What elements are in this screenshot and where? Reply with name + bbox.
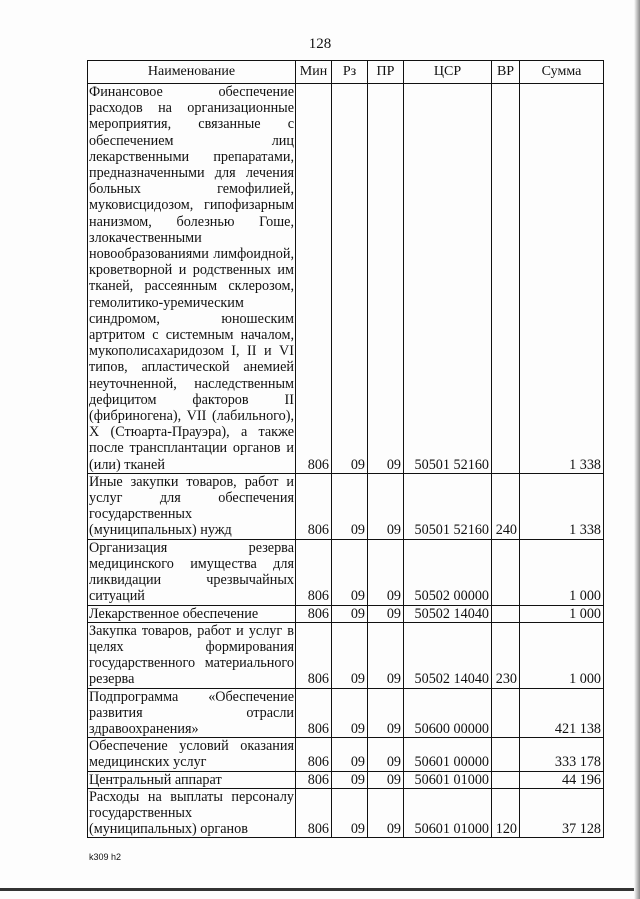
row-name: Подпрограмма «Обеспечение развития отрасли здравоохранения» [89, 688, 294, 737]
header-name: Наименование [88, 61, 296, 84]
row-pr: 09 [368, 539, 404, 605]
bottom-rule [0, 888, 640, 891]
row-min: 806 [296, 605, 332, 622]
header-vr: ВР [492, 61, 520, 84]
table-row [88, 771, 604, 788]
row-min: 806 [296, 473, 332, 539]
row-csr: 50501 52160 [404, 84, 492, 474]
row-sum: 37 128 [520, 788, 604, 838]
row-sum: 421 138 [520, 688, 604, 738]
row-sum: 333 178 [520, 738, 604, 771]
table-row [88, 605, 604, 622]
row-vr [492, 771, 520, 788]
row-name: Лекарственное обеспечение [88, 605, 296, 622]
row-sum: 1 338 [520, 473, 604, 539]
row-sum: 1 000 [520, 605, 604, 622]
header-rz: Рз [332, 61, 368, 84]
row-rz: 09 [332, 473, 368, 539]
row-csr: 50600 00000 [404, 688, 492, 738]
row-min: 806 [296, 688, 332, 738]
row-sum: 44 196 [520, 771, 604, 788]
row-rz: 09 [332, 788, 368, 838]
row-pr: 09 [368, 84, 404, 474]
page-number: 128 [308, 36, 332, 52]
row-csr: 50601 01000 [404, 788, 492, 838]
budget-table [87, 60, 604, 838]
table-row [88, 788, 604, 838]
row-vr [492, 738, 520, 771]
row-name: Расходы на выплаты персоналу государственных (муниципальных) органов [89, 788, 294, 838]
table-row [88, 688, 604, 738]
row-vr [492, 84, 520, 474]
row-name: Иные закупки товаров, работ и услуг для обеспечения государственных (муниципальных) нужд [89, 473, 294, 539]
row-sum: 1 000 [520, 539, 604, 605]
table-row [88, 84, 604, 474]
table-row [88, 738, 604, 771]
row-name: Финансовое обеспечение расходов на организационные мероприятия, связанные с обеспечением лиц лекарственными препаратами, предназначенными для лечения больных гемофилией, муковисцидозом, гипофизарным нанизмом, болезнью Гоше, злокачественными новообразованиями лимфоидной, кроветворной и родственных им тканей, рассеянным склерозом, гемолитико-уремическим синдромом, юношеским артритом с системным началом, мукополисахаридозом I, II и VI типов, апластической анемией неуточненной, наследственным дефицитом факторов II (фибриногена), VII (лабильного), X (Стюарта-Прауэра), а также после трансплантации органов и (или) тканей [89, 84, 294, 473]
row-min: 806 [296, 622, 332, 688]
row-vr: 240 [492, 473, 520, 539]
row-csr: 50601 00000 [404, 738, 492, 771]
row-rz: 09 [332, 605, 368, 622]
row-rz: 09 [332, 771, 368, 788]
row-vr [492, 688, 520, 738]
row-csr: 50502 00000 [404, 539, 492, 605]
row-vr [492, 539, 520, 605]
row-pr: 09 [368, 605, 404, 622]
row-rz: 09 [332, 688, 368, 738]
table-row [88, 622, 604, 688]
header-min: Мин [296, 61, 332, 84]
row-sum: 1 338 [520, 84, 604, 474]
header-csr: ЦСР [404, 61, 492, 84]
header-sum: Сумма [520, 61, 604, 84]
row-rz: 09 [332, 539, 368, 605]
row-pr: 09 [368, 622, 404, 688]
row-min: 806 [296, 771, 332, 788]
table-row [88, 473, 604, 539]
row-rz: 09 [332, 738, 368, 771]
table-row [88, 539, 604, 605]
row-csr: 50502 14040 [404, 605, 492, 622]
row-pr: 09 [368, 688, 404, 738]
row-min: 806 [296, 84, 332, 474]
row-csr: 50502 14040 [404, 622, 492, 688]
row-rz: 09 [332, 84, 368, 474]
row-csr: 50601 01000 [404, 771, 492, 788]
header-pr: ПР [368, 61, 404, 84]
row-pr: 09 [368, 738, 404, 771]
row-pr: 09 [368, 473, 404, 539]
row-name: Центральный аппарат [88, 771, 296, 788]
row-vr: 120 [492, 788, 520, 838]
row-rz: 09 [332, 622, 368, 688]
footer-code: k309 h2 [89, 852, 122, 862]
row-vr: 230 [492, 622, 520, 688]
row-pr: 09 [368, 771, 404, 788]
row-min: 806 [296, 738, 332, 771]
table-header-row [88, 61, 604, 84]
row-csr: 50501 52160 [404, 473, 492, 539]
row-name: Организация резерва медицинского имущества для ликвидации чрезвычайных ситуаций [89, 539, 294, 605]
row-vr [492, 605, 520, 622]
scan-edge-shadow [634, 0, 640, 899]
row-pr: 09 [368, 788, 404, 838]
row-name: Закупка товаров, работ и услуг в целях формирования государственного материального резерва [89, 622, 294, 688]
row-sum: 1 000 [520, 622, 604, 688]
row-min: 806 [296, 788, 332, 838]
row-min: 806 [296, 539, 332, 605]
row-name: Обеспечение условий оказания медицинских услуг [89, 738, 294, 771]
